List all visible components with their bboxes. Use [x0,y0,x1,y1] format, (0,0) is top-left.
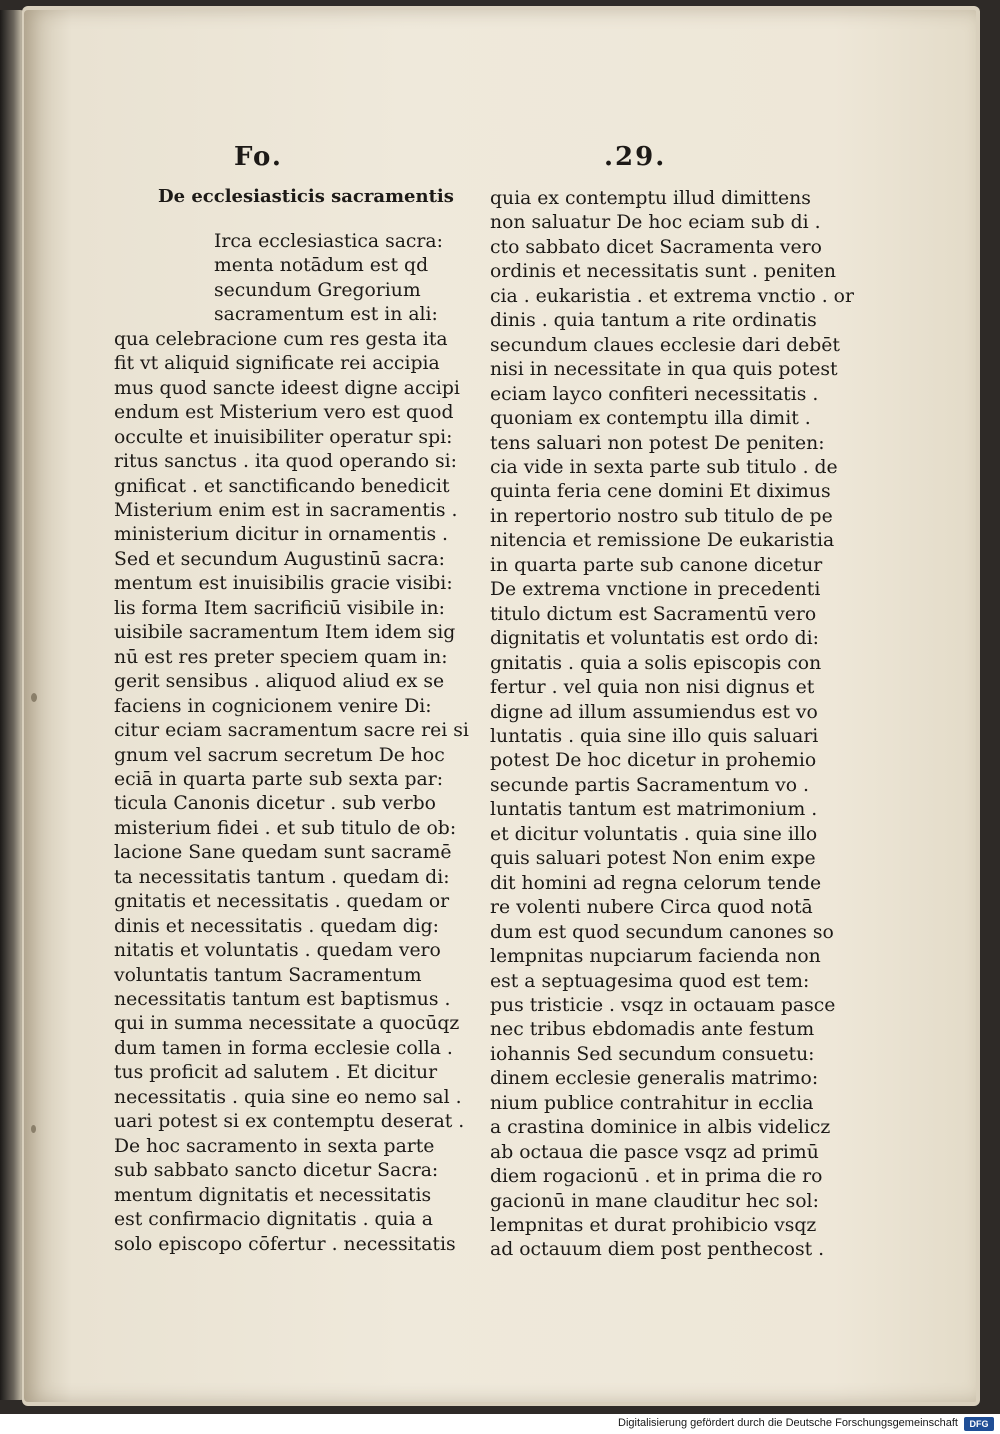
text-line: Irca ecclesiastica sacra: [214,231,443,252]
text-line: De extrema vnctione in precedenti [490,579,821,601]
text-line: est confirmacio dignitatis . quia a [114,1209,433,1231]
text-line: secundum Gregorium [214,279,421,301]
text-line: dit homini ad regna celorum tende [490,872,822,894]
text-line: ministerium dicitur in ornamentis . [114,524,449,546]
text-line: misterium fidei . et sub titulo de ob: [114,817,457,839]
folio-label: Fo. [234,142,283,172]
text-line: dum est quod secundum canones so [490,921,834,943]
text-line: tens saluari non potest De peniten: [490,432,825,454]
text-line: menta notādum est qd [214,255,429,277]
text-line: ticula Canonis dicetur . sub verbo [114,793,436,815]
footer-bar [0,1414,1000,1434]
text-line: mentum dignitatis et necessitatis [114,1184,432,1206]
text-line: nitencia et remissione De eukaristia [490,530,835,552]
wormhole-mark [31,693,37,702]
text-line: gerit sensibus . aliquod aliud ex se [114,671,445,693]
text-line: gnificat . et sanctificando benedicit [114,475,450,497]
text-line: uisibile sacramentum Item idem sig [114,622,456,644]
text-line: diem rogacionū . et in prima die ro [490,1166,823,1188]
text-line: a crastina dominice in albis videlicz [490,1117,831,1139]
text-line: quis saluari potest Non enim expe [490,848,816,870]
text-line: nium publice contrahitur in ecclia [490,1092,814,1114]
text-line: endum est Misterium vero est quod [114,402,454,424]
text-line: potest De hoc dicetur in prohemio [490,750,817,772]
text-line: secundum claues ecclesie dari debēt [490,334,840,356]
text-line: gnitatis et necessitatis . quedam or [114,891,450,913]
text-line: titulo dictum est Sacramentū vero [490,603,817,625]
folio-number: .29. [604,142,667,172]
text-line: nec tribus ebdomadis ante festum [490,1019,815,1041]
text-line: lacione Sane quedam sunt sacramē [114,842,452,864]
text-line: digne ad illum assumiendus est vo [490,701,818,723]
text-line: luntatis . quia sine illo quis saluari [490,725,819,747]
text-line: ab octaua die pasce vsqz ad primū [490,1141,819,1163]
text-line: lempnitas nupciarum facienda non [490,946,821,968]
text-line: cia . eukaristia . et extrema vnctio . or [490,285,854,307]
text-line: Sed et secundum Augustinū sacra: [114,548,445,570]
text-line: iohannis Sed secundum consuetu: [490,1043,815,1065]
right-column-text [490,187,854,1263]
text-line: quoniam ex contemptu illa dimit . [490,408,811,430]
text-line: mus quod sancte ideest digne accipi [114,377,460,399]
wormhole-mark [31,1125,36,1133]
text-line: eciam layco confiteri necessitatis . [490,383,819,405]
text-line: mentum est inuisibilis gracie visibi: [114,573,453,595]
text-line: ad octauum diem post penthecost . [490,1239,825,1261]
text-line: cia vide in sexta parte sub titulo . de [490,456,838,478]
text-line: sacramentum est in ali: [214,304,438,326]
text-line: qui in summa necessitate a quocūqz [114,1013,460,1035]
text-line: quia ex contemptu illud dimittens [490,188,811,209]
text-line: re volenti nubere Circa quod notā [490,897,813,919]
text-line: lempnitas et durat prohibicio vsqz [490,1215,817,1237]
text-line: nū est res preter speciem quam in: [114,646,448,668]
text-line: occulte et inuisibiliter operatur spi: [114,426,453,448]
text-line: tus proficit ad salutem . Et dicitur [114,1062,438,1084]
text-line: gacionū in mane clauditur hec sol: [490,1190,819,1212]
text-line: luntatis tantum est matrimonium . [490,799,818,821]
text-line: non saluatur De hoc eciam sub di . [490,212,821,234]
text-line: gnum vel sacrum secretum De hoc [114,744,445,766]
text-line: et dicitur voluntatis . quia sine illo [490,823,818,845]
text-line: fertur . vel quia non nisi dignus et [490,677,815,699]
text-line: dum tamen in forma ecclesie colla . [114,1037,453,1059]
text-line: ta necessitatis tantum . quedam di: [114,866,450,888]
text-line: dinis . quia tantum a rite ordinatis [490,310,817,332]
text-line: dinis et necessitatis . quedam dig: [114,915,439,937]
text-line: solo episcopo cōfertur . necessitatis [114,1233,456,1255]
dfg-logo: DFG [964,1417,994,1431]
left-column-indented-text [214,230,456,328]
text-line: sub sabbato sancto dicetur Sacra: [114,1160,439,1182]
text-line: nitatis et voluntatis . quedam vero [114,940,441,962]
text-line: nisi in necessitate in qua quis potest [490,359,838,381]
text-line: De hoc sacramento in sexta parte [114,1135,435,1157]
section-heading: De ecclesiasticis sacramentis [158,186,454,207]
text-line: citur eciam sacramentum sacre rei si [114,720,469,742]
text-line: in repertorio nostro sub titulo de pe [490,505,833,527]
text-line: dinem ecclesie generalis matrimo: [490,1068,819,1090]
text-line: est a septuagesima quod est tem: [490,970,810,992]
funding-credit: Digitalisierung gefördert durch die Deutsche Forschungsgemeinschaft [618,1417,958,1429]
text-line: necessitatis tantum est baptismus . [114,989,451,1011]
text-line: quinta feria cene domini Et diximus [490,481,831,503]
text-line: ordinis et necessitatis sunt . peniten [490,261,836,283]
text-line: cto sabbato dicet Sacramenta vero [490,236,822,258]
text-line: dignitatis et voluntatis est ordo di: [490,628,819,650]
text-line: pus tristicie . vsqz in octauam pasce [490,994,836,1016]
text-line: faciens in cognicionem venire Di: [114,695,432,717]
text-line: necessitatis . quia sine eo nemo sal . [114,1086,462,1108]
left-column-text [114,328,469,1257]
text-line: lis forma Item sacrificiū visibile in: [114,597,445,619]
text-line: Misterium enim est in sacramentis . [114,499,458,521]
text-line: in quarta parte sub canone dicetur [490,554,823,576]
text-line: ritus sanctus . ita quod operando si: [114,451,458,473]
text-line: uari potest si ex contemptu deserat . [114,1111,465,1133]
text-line: fit vt aliquid significate rei accipia [114,353,440,375]
text-line: qua celebracione cum res gesta ita [114,328,448,350]
text-line: eciā in quarta parte sub sexta par: [114,768,444,790]
text-line: gnitatis . quia a solis episcopis con [490,652,822,674]
text-line: secunde partis Sacramentum vo . [490,774,809,796]
text-line: voluntatis tantum Sacramentum [114,964,422,986]
